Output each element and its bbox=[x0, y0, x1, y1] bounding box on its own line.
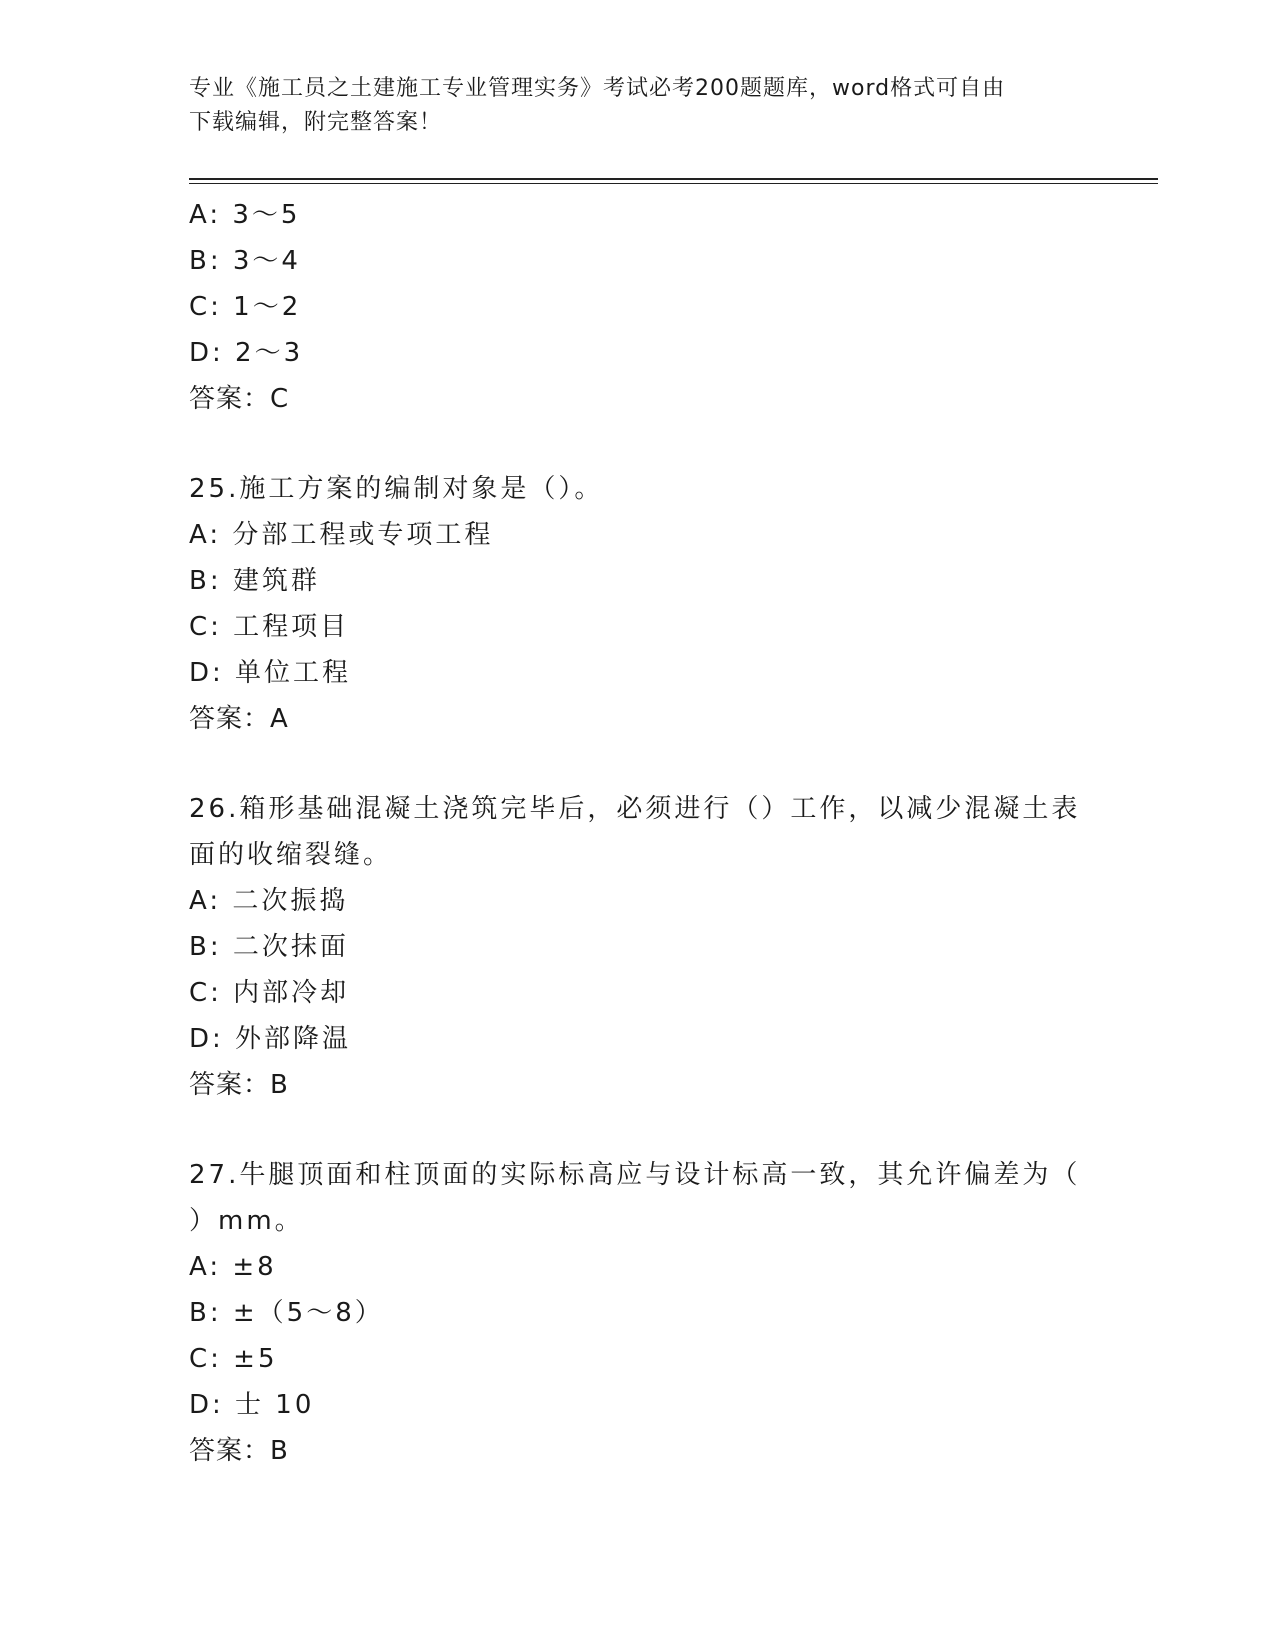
spacer bbox=[189, 1108, 1089, 1152]
answer: 答案：B bbox=[189, 1070, 289, 1100]
question-27 bbox=[189, 1152, 1089, 1474]
option-c: C: ±5 bbox=[189, 1344, 278, 1374]
option-d: D: 外部降温 bbox=[189, 1024, 352, 1054]
spacer bbox=[189, 422, 1089, 466]
question-26 bbox=[189, 786, 1089, 1108]
question-stem bbox=[189, 786, 1089, 878]
stem-line: 面的收缩裂缝。 bbox=[189, 840, 393, 870]
option-a: A: 分部工程或专项工程 bbox=[189, 520, 494, 550]
option-a: A: 二次振捣 bbox=[189, 886, 349, 916]
option-d: D: 士 10 bbox=[189, 1390, 315, 1420]
answer: 答案：B bbox=[189, 1436, 289, 1466]
option-b: B: 二次抹面 bbox=[189, 932, 349, 962]
stem-line: 25.施工方案的编制对象是（）。 bbox=[189, 474, 604, 504]
option-d: D: 2～3 bbox=[189, 338, 304, 368]
question-stem bbox=[189, 466, 1089, 512]
header-line-1: 专业《施工员之土建施工专业管理实务》考试必考200题题库，word格式可自由 bbox=[189, 76, 1006, 101]
stem-line: 26.箱形基础混凝土浇筑完毕后，必须进行（）工作，以减少混凝土表 bbox=[189, 794, 1081, 824]
option-c: C: 工程项目 bbox=[189, 612, 350, 642]
answer: 答案：C bbox=[189, 384, 290, 414]
spacer bbox=[189, 742, 1089, 786]
document-header bbox=[189, 72, 1089, 140]
option-d: D: 单位工程 bbox=[189, 658, 352, 688]
answer: 答案：A bbox=[189, 704, 289, 734]
question-list bbox=[189, 192, 1089, 1474]
stem-line: ）mm。 bbox=[189, 1206, 304, 1236]
option-c: C: 1～2 bbox=[189, 292, 302, 322]
question-25 bbox=[189, 466, 1089, 742]
header-line-2: 下载编辑，附完整答案！ bbox=[189, 110, 443, 135]
option-a: A: ±8 bbox=[189, 1252, 277, 1282]
option-b: B: 3～4 bbox=[189, 246, 301, 276]
option-c: C: 内部冷却 bbox=[189, 978, 350, 1008]
header-divider-thick bbox=[189, 178, 1158, 180]
header-divider-thin bbox=[189, 183, 1158, 184]
stem-line: 27.牛腿顶面和柱顶面的实际标高应与设计标高一致，其允许偏差为（ bbox=[189, 1160, 1081, 1190]
prev-question-block bbox=[189, 192, 1089, 422]
question-stem bbox=[189, 1152, 1089, 1244]
option-b: B: ±（5～8） bbox=[189, 1298, 384, 1328]
option-b: B: 建筑群 bbox=[189, 566, 320, 596]
option-a: A: 3～5 bbox=[189, 200, 301, 230]
